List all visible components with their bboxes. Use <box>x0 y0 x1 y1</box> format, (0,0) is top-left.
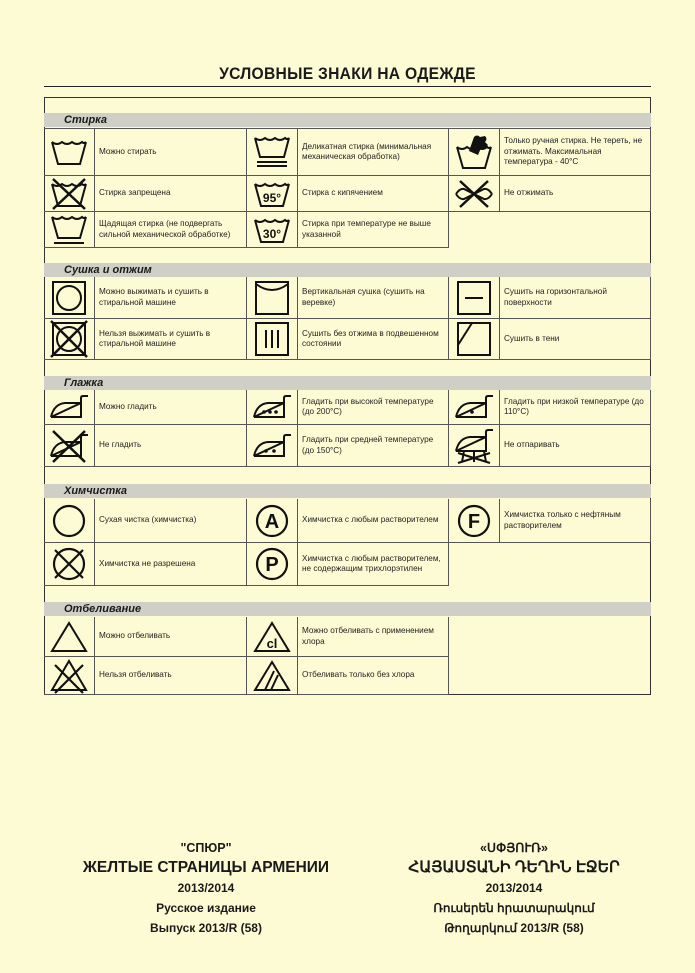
edition-note: Русское издание <box>156 901 256 915</box>
symbol-cell-bleach <box>44 617 247 657</box>
shade-dry-icon <box>449 319 500 359</box>
symbol-cell-dry-clean-p <box>247 543 449 586</box>
symbol-cell-bleach-no-cl <box>247 657 449 695</box>
symbol-label: Можно стирать <box>99 146 157 156</box>
hand-wash-icon <box>449 129 500 175</box>
symbol-cell-no-dry-clean <box>44 543 247 586</box>
bleach-chlorine-icon <box>247 617 298 656</box>
line-dry-icon <box>247 277 298 318</box>
dry-clean-icon <box>44 499 95 542</box>
symbol-cell-tumble-dry <box>44 277 247 319</box>
no-steam-icon <box>449 425 500 466</box>
solvent-a-text: A <box>264 510 280 533</box>
symbol-label: Нельзя отбеливать <box>99 670 172 680</box>
symbol-cell-iron-high <box>247 390 449 425</box>
wash-temp-30-text: 30° <box>262 226 282 241</box>
symbol-label: Вертикальная сушка (сушить на веревке) <box>302 287 425 307</box>
wash-delicate-icon <box>247 129 298 175</box>
section-bleaching: Отбеливание <box>44 602 651 616</box>
symbol-label: Сушить на горизонтальной поверхности <box>504 287 607 307</box>
solvent-f-text: F <box>467 510 481 533</box>
symbol-label: Химчистка с любым растворителем <box>302 515 439 525</box>
symbol-cell-no-wring <box>449 176 651 212</box>
symbol-cell-shade-dry <box>449 319 651 360</box>
symbol-label: Сухая чистка (химчистка) <box>99 515 197 525</box>
drip-dry-icon <box>247 319 298 359</box>
wash-30-icon <box>247 212 298 247</box>
chlorine-cl-text: cl <box>266 635 278 651</box>
tumble-dry-icon <box>44 277 95 318</box>
symbol-cell-flat-dry <box>449 277 651 319</box>
symbol-cell-wash <box>44 128 247 176</box>
symbol-label: Нельзя выжимать и сушить в стиральной машине <box>99 328 211 348</box>
publication-year: 2013/2014 <box>177 881 235 895</box>
symbol-cell-iron <box>44 390 247 425</box>
dry-clean-any-solvent-icon <box>247 499 298 542</box>
symbol-label: Сушить без отжима в подвешенном состоянии <box>302 328 439 348</box>
symbol-label: Химчистка с любым растворителем, не содержащим трихлорэтилен <box>302 553 441 573</box>
symbol-cell-dry-clean-f <box>449 499 651 543</box>
no-iron-icon <box>44 425 95 466</box>
symbol-cell-bleach-cl <box>247 617 449 657</box>
publication-year: 2013/2014 <box>485 881 543 895</box>
wash-gentle-icon <box>44 212 95 247</box>
symbol-label: Гладить при средней температуре (до 150°С) <box>302 435 434 455</box>
symbol-cell-wash-30 <box>247 212 449 248</box>
symbol-label: Можно отбеливать <box>99 631 171 641</box>
publication-title: ЖЕЛТЫЕ СТРАНИЦЫ АРМЕНИИ <box>82 859 330 876</box>
bleach-non-chlorine-icon <box>247 657 298 694</box>
issue-number: Выпуск 2013/R (58) <box>150 921 262 935</box>
symbol-cell-line-dry <box>247 277 449 319</box>
symbol-cell-dry-clean <box>44 499 247 543</box>
footer-russian <box>56 838 356 938</box>
edition-note: Ռուսերեն հրատարակում <box>433 901 595 915</box>
symbol-cell-no-tumble-dry <box>44 319 247 360</box>
no-bleach-icon <box>44 657 95 694</box>
symbol-cell-wash-95 <box>247 176 449 212</box>
symbol-label: Щадящая стирка (не подвергать сильной механической обработке) <box>99 219 231 239</box>
symbol-label: Гладить при низкой температуре (до 110°С) <box>504 396 644 416</box>
symbol-label: Гладить при высокой температуре (до 200°С) <box>302 396 434 416</box>
symbol-cell-hand-wash <box>449 128 651 176</box>
symbol-label: Только ручная стирка. Не тереть, не отжимать. Максимальная температура - 40°С <box>504 136 643 167</box>
publication-title: ՀԱՅԱՍՏԱՆԻ ԴԵՂԻՆ ԷՋԵՐ <box>408 859 620 876</box>
issue-number: Թողարկում 2013/R (58) <box>444 921 584 935</box>
symbol-label: Не гладить <box>99 440 142 450</box>
section-dry-cleaning: Химчистка <box>44 484 651 498</box>
symbol-cell-drip-dry <box>247 319 449 360</box>
symbol-cell-iron-low <box>449 390 651 425</box>
symbol-label: Отбеливать только без хлора <box>302 670 415 680</box>
section-ironing: Глажка <box>44 376 651 390</box>
no-dry-clean-icon <box>44 543 95 585</box>
iron-icon <box>44 390 95 424</box>
no-wring-icon <box>449 176 500 211</box>
symbol-cell-no-bleach <box>44 657 247 695</box>
wash-tub-icon <box>44 129 95 175</box>
page-title: УСЛОВНЫЕ ЗНАКИ НА ОДЕЖДЕ <box>219 64 476 83</box>
symbol-label: Химчистка только с нефтяным растворителем <box>504 510 621 530</box>
symbol-cell-wash-delicate <box>247 128 449 176</box>
wash-95-icon <box>247 176 298 211</box>
no-wash-icon <box>44 176 95 211</box>
symbol-label: Можно гладить <box>99 401 157 411</box>
dry-clean-petroleum-icon <box>449 499 500 542</box>
symbol-cell-no-steam <box>449 425 651 467</box>
symbol-label: Стирка запрещена <box>99 188 171 198</box>
solvent-p-text: P <box>265 554 279 576</box>
symbol-cell-dry-clean-a <box>247 499 449 543</box>
symbol-label: Можно отбеливать с применением хлора <box>302 626 434 646</box>
symbol-label: Стирка с кипячением <box>302 188 383 198</box>
symbol-cell-no-iron <box>44 425 247 467</box>
symbol-cell-no-wash <box>44 176 247 212</box>
symbol-label: Не отжимать <box>504 188 554 198</box>
flat-dry-icon <box>449 277 500 318</box>
title-divider <box>44 86 651 87</box>
symbol-cell-iron-medium <box>247 425 449 467</box>
bleach-icon <box>44 617 95 656</box>
symbol-label: Деликатная стирка (минимальная механическая обработка) <box>302 141 432 161</box>
symbol-label: Стирка при температуре не выше указанной <box>302 219 431 239</box>
section-drying: Сушка и отжим <box>44 263 651 277</box>
publisher-brand: "СПЮР" <box>180 841 232 855</box>
section-washing: Стирка <box>44 113 651 127</box>
dry-clean-no-trichloroethylene-icon <box>247 543 298 585</box>
symbol-cell-wash-gentle <box>44 212 247 248</box>
iron-low-temp-icon <box>449 390 500 424</box>
no-tumble-dry-icon <box>44 319 95 359</box>
symbol-label: Химчистка не разрешена <box>99 558 196 568</box>
publisher-brand: «ՍՓՅՈՒՌ» <box>479 841 549 855</box>
footer-armenian <box>364 838 664 938</box>
iron-high-temp-icon <box>247 390 298 424</box>
iron-medium-temp-icon <box>247 425 298 466</box>
symbol-label: Не отпаривать <box>504 440 560 450</box>
wash-temp-95-text: 95° <box>262 190 282 205</box>
symbol-label: Сушить в тени <box>504 333 560 343</box>
symbol-label: Можно выжимать и сушить в стиральной машине <box>99 287 209 307</box>
